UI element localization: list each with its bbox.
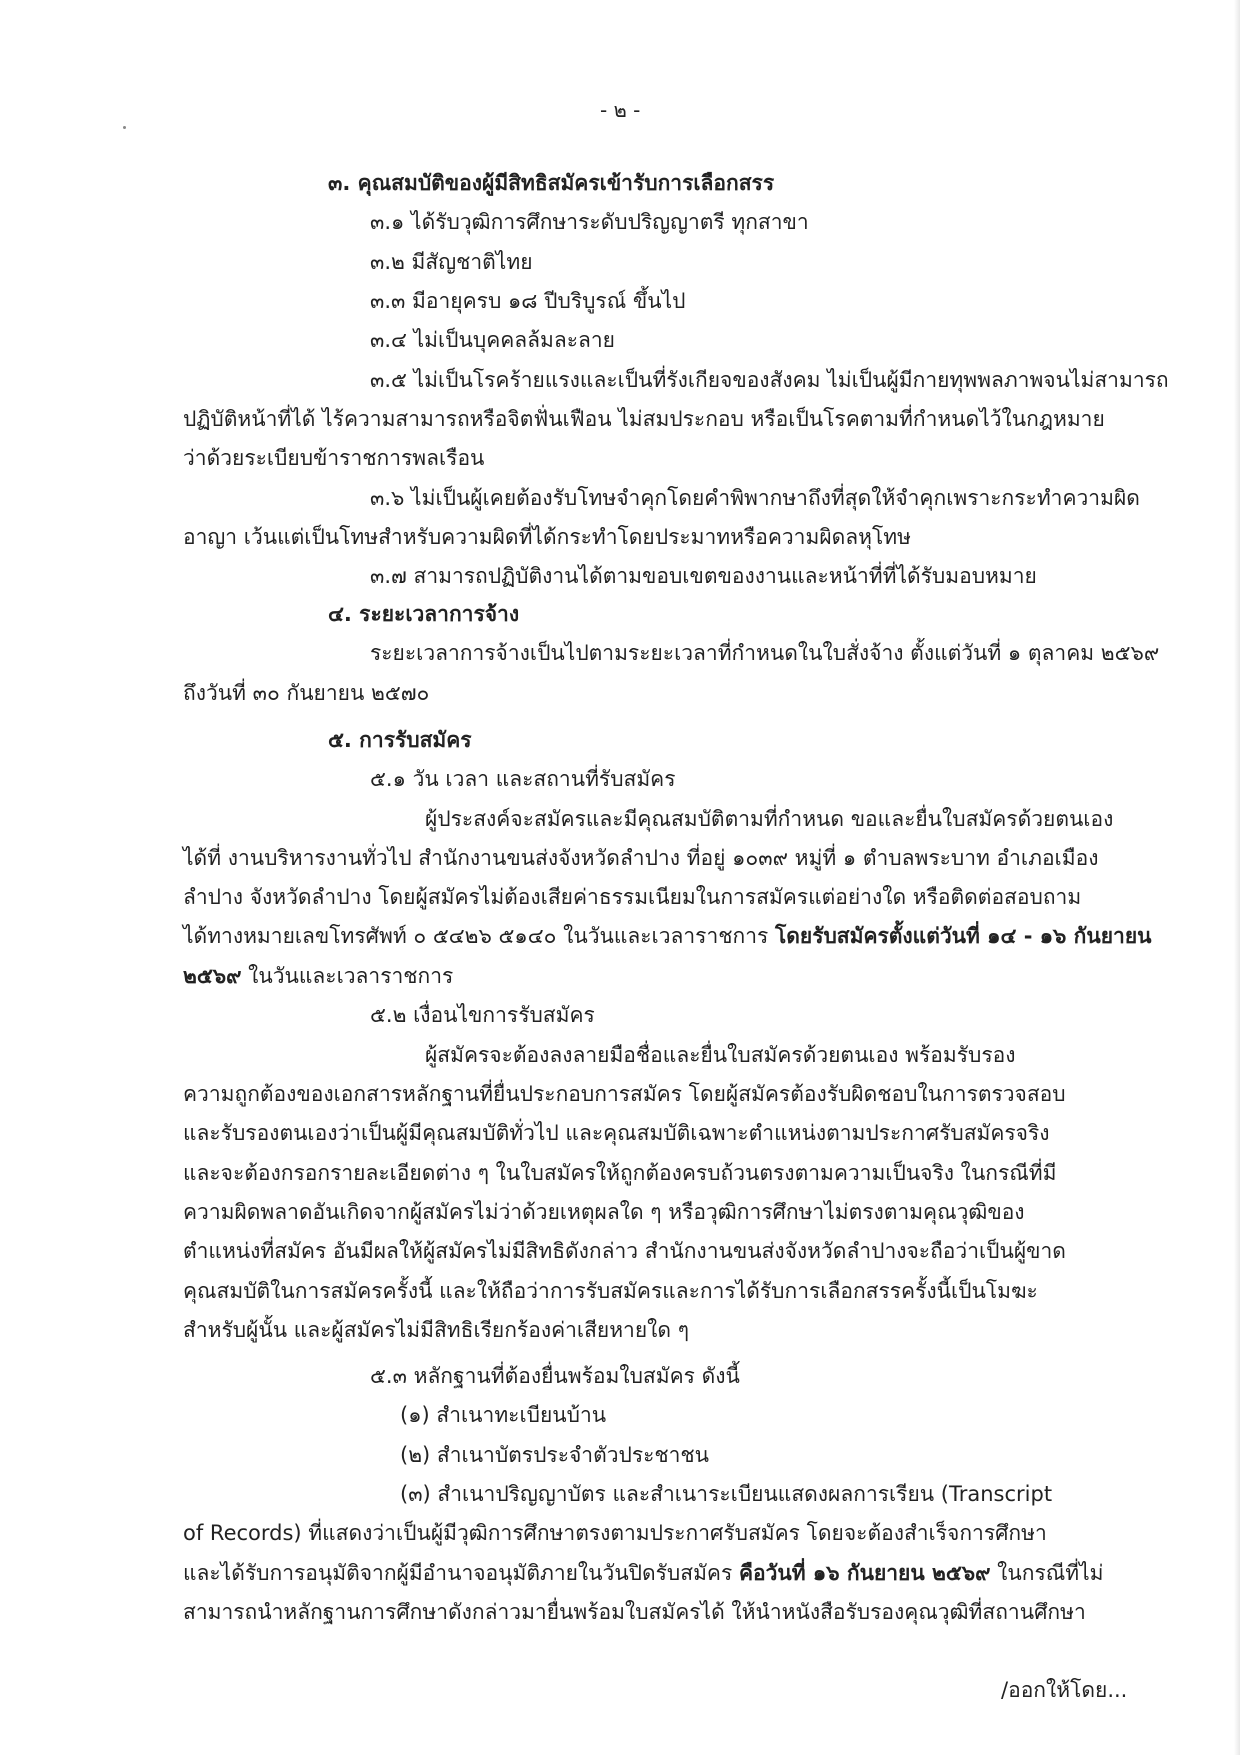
office-hours-text: ในวันและเวลาราชการ bbox=[241, 964, 454, 988]
continued-footer: /ออกให้โดย... bbox=[1001, 1678, 1128, 1702]
exception-text: ในกรณีที่ไม่ bbox=[990, 1561, 1104, 1585]
section5-3-title: ๕.๓ หลักฐานที่ต้องยื่นพร้อมใบสมัคร ดังนี้ bbox=[370, 1364, 740, 1388]
section5-3-item-3-line1: (๓) สำเนาปริญญาบัตร และสำเนาระเบียนแสดงผลการเรียน (Transcript bbox=[400, 1482, 1053, 1506]
section5-3-item-3-line3 bbox=[183, 1559, 1103, 1587]
closing-date: คือวันที่ ๑๖ กันยายน ๒๕๖๙ bbox=[738, 1561, 991, 1585]
section5-2-line6: ตำแหน่งที่สมัคร อันมีผลให้ผู้สมัครไม่มีสิทธิดังกล่าว สำนักงานขนส่งจังหวัดลำปางจะถือว่าเป็นผู้ขาด bbox=[183, 1239, 1066, 1263]
section3-item-4: ๓.๔ ไม่เป็นบุคคลล้มละลาย bbox=[370, 328, 615, 352]
section3-item-6-line2: อาญา เว้นแต่เป็นโทษสำหรับความผิดที่ได้กระทำโดยประมาทหรือความผิดลหุโทษ bbox=[183, 525, 911, 549]
section5-2-line3: และรับรองตนเองว่าเป็นผู้มีคุณสมบัติทั่วไป และคุณสมบัติเฉพาะตำแหน่งตามประกาศรับสมัครจริง bbox=[183, 1121, 1050, 1145]
section5-2-line7: คุณสมบัติในการสมัครครั้งนี้ และให้ถือว่าการรับสมัครและการได้รับการเลือกสรรครั้งนี้เป็นโมฆะ bbox=[183, 1279, 1038, 1303]
section3-item-3: ๓.๓ มีอายุครบ ๑๘ ปีบริบูรณ์ ขึ้นไป bbox=[370, 289, 686, 313]
section5-heading: ๕. การรับสมัคร bbox=[328, 728, 472, 752]
approval-text: และได้รับการอนุมัติจากผู้มีอำนาจอนุมัติภายในวันปิดรับสมัคร bbox=[183, 1561, 739, 1585]
section5-3-item-2: (๒) สำเนาบัตรประจำตัวประชาชน bbox=[400, 1443, 710, 1467]
section5-1-line4 bbox=[183, 922, 1152, 950]
section5-2-line8: สำหรับผู้นั้น และผู้สมัครไม่มีสิทธิเรียกร้องค่าเสียหายใด ๆ bbox=[183, 1318, 689, 1342]
section5-1-line2: ได้ที่ งานบริหารงานทั่วไป สำนักงานขนส่งจังหวัดลำปาง ที่อยู่ ๑๐๓๙ หมู่ที่ ๑ ตำบลพระบาท อำเภอเมือง bbox=[183, 846, 1099, 870]
section3-item-7: ๓.๗ สามารถปฏิบัติงานได้ตามขอบเขตของงานและหน้าที่ที่ได้รับมอบหมาย bbox=[370, 564, 1037, 588]
application-year: ๒๕๖๙ bbox=[183, 964, 242, 988]
section5-3-item-1: (๑) สำเนาทะเบียนบ้าน bbox=[400, 1403, 607, 1427]
section3-heading: ๓. คุณสมบัติของผู้มีสิทธิสมัครเข้ารับการเลือกสรร bbox=[328, 171, 775, 195]
section3-item-1: ๓.๑ ได้รับวุฒิการศึกษาระดับปริญญาตรี ทุกสาขา bbox=[370, 210, 809, 234]
section3-item-6-line1: ๓.๖ ไม่เป็นผู้เคยต้องรับโทษจำคุกโดยคำพิพากษาถึงที่สุดให้จำคุกเพราะกระทำความผิด bbox=[370, 486, 1140, 510]
section3-item-5-line3: ว่าด้วยระเบียบข้าราชการพลเรือน bbox=[183, 446, 485, 470]
section5-1-title: ๕.๑ วัน เวลา และสถานที่รับสมัคร bbox=[370, 767, 676, 791]
section4-line2: ถึงวันที่ ๓๐ กันยายน ๒๕๗๐ bbox=[183, 681, 430, 705]
section3-item-5-line1: ๓.๕ ไม่เป็นโรคร้ายแรงและเป็นที่รังเกียจของสังคม ไม่เป็นผู้มีกายทุพพลภาพจนไม่สามารถ bbox=[370, 368, 1169, 392]
section5-2-line2: ความถูกต้องของเอกสารหลักฐานที่ยื่นประกอบการสมัคร โดยผู้สมัครต้องรับผิดชอบในการตรวจสอบ bbox=[183, 1082, 1066, 1106]
section5-2-title: ๕.๒ เงื่อนไขการรับสมัคร bbox=[370, 1003, 595, 1027]
application-period: โดยรับสมัครตั้งแต่วันที่ ๑๔ - ๑๖ กันยายน bbox=[774, 924, 1152, 948]
section5-2-line4: และจะต้องกรอกรายละเอียดต่าง ๆ ในใบสมัครให้ถูกต้องครบถ้วนตรงตามความเป็นจริง ในกรณีที่มี bbox=[183, 1161, 1057, 1185]
scan-edge bbox=[1234, 0, 1240, 1755]
page-number: - ๒ - bbox=[600, 98, 641, 122]
phone-text: ได้ทางหมายเลขโทรศัพท์ ๐ ๕๔๒๖ ๕๑๔๐ ในวันและเวลาราชการ bbox=[183, 924, 775, 948]
section4-line1: ระยะเวลาการจ้างเป็นไปตามระยะเวลาที่กำหนดในใบสั่งจ้าง ตั้งแต่วันที่ ๑ ตุลาคม ๒๕๖๙ bbox=[370, 641, 1160, 665]
section5-3-item-3-line4: สามารถนำหลักฐานการศึกษาดังกล่าวมายื่นพร้อมใบสมัครได้ ให้นำหนังสือรับรองคุณวุฒิที่สถานศึกษา bbox=[183, 1600, 1086, 1624]
section5-3-item-3-line2: of Records) ที่แสดงว่าเป็นผู้มีวุฒิการศึกษาตรงตามประกาศรับสมัคร โดยจะต้องสำเร็จการศึกษา bbox=[183, 1521, 1047, 1545]
section5-1-line3: ลำปาง จังหวัดลำปาง โดยผู้สมัครไม่ต้องเสียค่าธรรมเนียมในการสมัครแต่อย่างใด หรือติดต่อสอบถาม bbox=[183, 885, 1082, 909]
section5-2-line1: ผู้สมัครจะต้องลงลายมือชื่อและยื่นใบสมัครด้วยตนเอง พร้อมรับรอง bbox=[425, 1043, 1016, 1067]
section5-2-line5: ความผิดพลาดอันเกิดจากผู้สมัครไม่ว่าด้วยเหตุผลใด ๆ หรือวุฒิการศึกษาไม่ตรงตามคุณวุฒิของ bbox=[183, 1200, 1025, 1224]
section5-1-line5 bbox=[183, 962, 453, 990]
scan-speck bbox=[123, 126, 126, 129]
section5-1-line1: ผู้ประสงค์จะสมัครและมีคุณสมบัติตามที่กำหนด ขอและยื่นใบสมัครด้วยตนเอง bbox=[425, 807, 1114, 831]
section3-item-5-line2: ปฏิบัติหน้าที่ได้ ไร้ความสามารถหรือจิตฟั่นเฟือน ไม่สมประกอบ หรือเป็นโรคตามที่กำหนดไว้ในกฎหมาย bbox=[183, 407, 1105, 431]
section4-heading: ๔. ระยะเวลาการจ้าง bbox=[328, 602, 520, 626]
section3-item-2: ๓.๒ มีสัญชาติไทย bbox=[370, 250, 533, 274]
